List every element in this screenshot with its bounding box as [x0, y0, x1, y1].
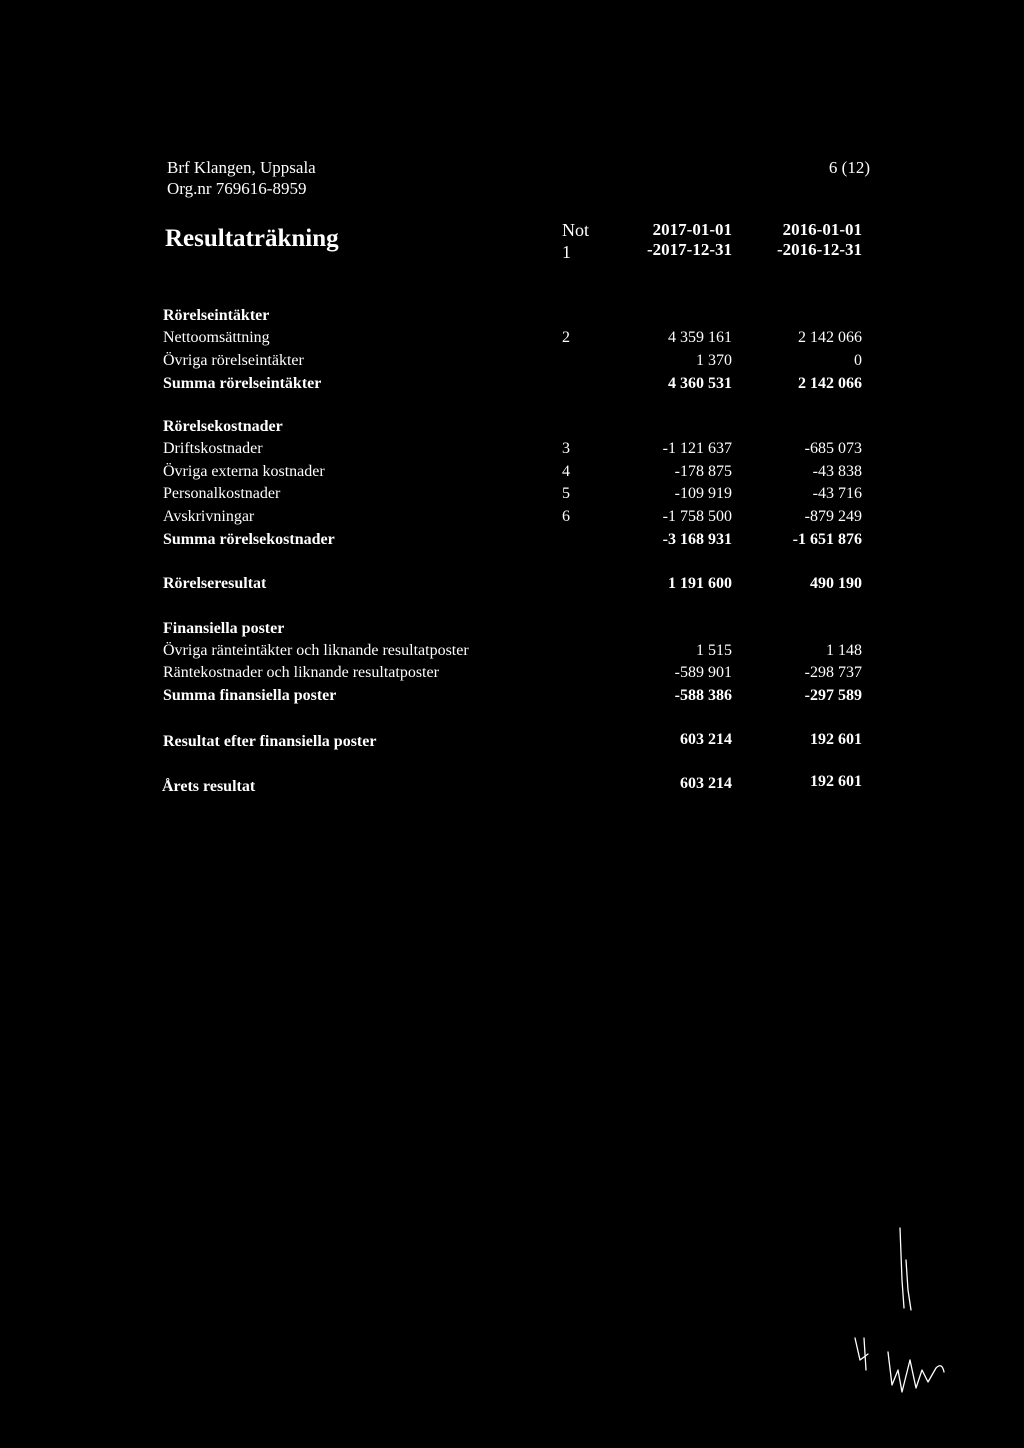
- page-number: 6 (12): [828, 158, 870, 177]
- row-note: 6: [562, 508, 570, 525]
- row-current-value: 1 370: [696, 352, 732, 369]
- result-after-financial-prior: 192 601: [810, 731, 862, 748]
- total-prior-value: -1 651 876: [792, 531, 862, 548]
- section-heading-operating-expenses: Rörelsekostnader: [163, 418, 283, 435]
- row-current-value: 1 515: [696, 642, 732, 659]
- row-note: 4: [562, 463, 570, 480]
- net-result-label: Årets resultat: [162, 778, 256, 795]
- handwritten-initials: [840, 1220, 980, 1420]
- total-prior-value: -297 589: [804, 687, 862, 704]
- row-prior-value: 1 148: [826, 642, 862, 659]
- row-label: Övriga ränteintäkter och liknande resultatposter: [163, 642, 469, 659]
- row-label: Räntekostnader och liknande resultatposter: [163, 664, 439, 681]
- note-column-header: Not: [562, 220, 589, 240]
- row-current-value: -178 875: [674, 463, 732, 480]
- operating-result-prior: 490 190: [810, 575, 862, 592]
- total-prior-value: 2 142 066: [798, 375, 862, 392]
- row-label: Personalkostnader: [163, 485, 281, 502]
- current-period-end: -2017-12-31: [647, 240, 732, 259]
- result-after-financial-label: Resultat efter finansiella poster: [163, 733, 377, 750]
- row-label: Nettoomsättning: [163, 329, 270, 346]
- section-heading-financial-items: Finansiella poster: [163, 620, 285, 637]
- row-prior-value: -298 737: [804, 664, 862, 681]
- organization-name: Brf Klangen, Uppsala: [167, 158, 316, 177]
- row-current-value: -589 901: [674, 664, 732, 681]
- note-reference: 1: [562, 242, 571, 262]
- row-current-value: -109 919: [674, 485, 732, 502]
- current-period-start: 2017-01-01: [652, 220, 732, 239]
- total-current-value: 4 360 531: [668, 375, 732, 392]
- row-note: 3: [562, 440, 570, 457]
- row-note: 5: [562, 485, 570, 502]
- total-current-value: -3 168 931: [662, 531, 732, 548]
- row-current-value: -1 121 637: [662, 440, 732, 457]
- row-note: 2: [562, 329, 570, 346]
- net-result-prior: 192 601: [810, 773, 862, 790]
- row-prior-value: 0: [854, 352, 862, 369]
- row-prior-value: -879 249: [804, 508, 862, 525]
- result-after-financial-current: 603 214: [680, 731, 732, 748]
- section-heading-operating-income: Rörelseintäkter: [163, 307, 270, 324]
- row-prior-value: -43 716: [812, 485, 862, 502]
- row-prior-value: -43 838: [812, 463, 862, 480]
- net-result-current: 603 214: [680, 775, 732, 792]
- operating-result-current: 1 191 600: [668, 575, 732, 592]
- row-label: Övriga externa kostnader: [163, 463, 325, 480]
- row-label: Driftskostnader: [163, 440, 263, 457]
- total-current-value: -588 386: [674, 687, 732, 704]
- row-label: Avskrivningar: [163, 508, 255, 525]
- total-label: Summa rörelsekostnader: [163, 531, 335, 548]
- prior-period-end: -2016-12-31: [777, 240, 862, 259]
- organization-number: Org.nr 769616-8959: [167, 179, 307, 198]
- prior-period-start: 2016-01-01: [782, 220, 862, 239]
- row-prior-value: 2 142 066: [798, 329, 862, 346]
- total-label: Summa finansiella poster: [163, 687, 337, 704]
- operating-result-label: Rörelseresultat: [163, 575, 267, 592]
- row-current-value: 4 359 161: [668, 329, 732, 346]
- row-label: Övriga rörelseintäkter: [163, 352, 304, 369]
- total-label: Summa rörelseintäkter: [163, 375, 322, 392]
- page-title: Resultaträkning: [165, 225, 339, 252]
- row-prior-value: -685 073: [804, 440, 862, 457]
- row-current-value: -1 758 500: [662, 508, 732, 525]
